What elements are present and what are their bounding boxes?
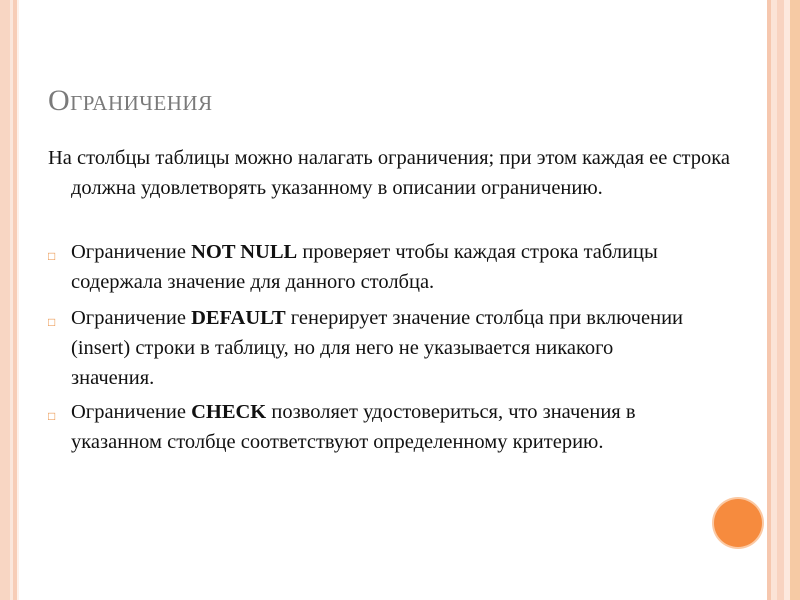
decorative-circle	[714, 499, 762, 547]
bullet-item-default	[48, 303, 698, 393]
bullet-prefix: Ограничение	[71, 401, 192, 423]
lead-paragraph: На столбцы таблицы можно налагать ограничения; при этом каждая ее строка должна удовлетворять указанному в описании ограничению.	[48, 147, 731, 199]
bullet-item-not-null	[48, 237, 698, 297]
bullet-item-check	[48, 397, 698, 457]
bullet-text	[48, 237, 698, 297]
keyword: DEFAULT	[191, 307, 286, 329]
bullet-suffix: проверяет чтобы каждая строка таблицы содержала значение для данного столбца.	[71, 241, 658, 293]
bullet-text	[48, 303, 698, 393]
bullet-suffix: позволяет удостовериться, что значения в указанном столбце соответствуют определенному критерию.	[71, 401, 636, 453]
right-border-stripe	[790, 0, 800, 600]
square-bullet-icon: □	[48, 409, 56, 423]
right-border-stripe	[777, 0, 784, 600]
slide-title: Ограничения	[48, 84, 213, 117]
keyword: NOT NULL	[191, 241, 298, 263]
bullet-text	[48, 397, 698, 457]
bullet-prefix: Ограничение	[71, 307, 192, 329]
square-bullet-icon: □	[48, 315, 56, 329]
square-bullet-icon: □	[48, 249, 56, 263]
bullet-prefix: Ограничение	[71, 241, 192, 263]
left-border-stripe	[17, 0, 19, 600]
left-border-stripe	[0, 0, 10, 600]
bullet-suffix: генерирует значение столбца при включении (insert) строки в таблицу, но для него не указывается никакого значения.	[71, 307, 684, 389]
keyword: CHECK	[191, 401, 267, 423]
